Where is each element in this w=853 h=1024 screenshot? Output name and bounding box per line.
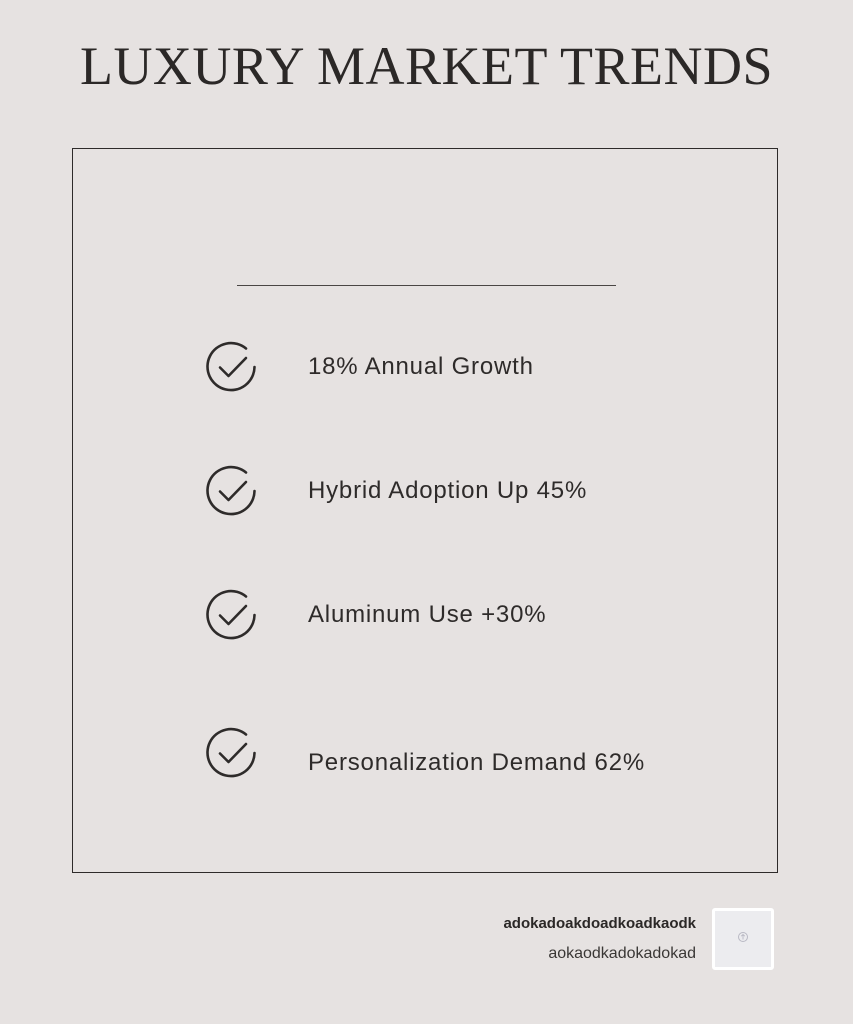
trend-item-label: 18% Annual Growth — [308, 353, 534, 380]
trend-item-label: Personalization Demand 62% — [308, 749, 645, 776]
trend-item-label: Aluminum Use +30% — [308, 601, 547, 628]
trend-item-2 — [202, 461, 587, 521]
trend-item-label: Hybrid Adoption Up 45% — [308, 477, 588, 504]
avatar[interactable] — [712, 908, 774, 970]
logo-icon — [737, 930, 749, 948]
check-circle-icon — [202, 462, 260, 520]
footer-credit — [503, 912, 696, 966]
divider — [237, 285, 616, 286]
page-title: LUXURY MARKET TRENDS — [79, 36, 774, 96]
trend-item-1 — [202, 337, 534, 397]
footer-handle: aokaodkadokadokad — [548, 945, 696, 962]
check-circle-icon — [202, 338, 260, 396]
trend-item-3 — [202, 585, 546, 645]
check-circle-icon — [202, 586, 260, 644]
footer-name: adokadoakdoadkoadkaodk — [503, 915, 696, 932]
check-circle-icon — [202, 724, 260, 782]
trend-item-4 — [202, 723, 645, 783]
